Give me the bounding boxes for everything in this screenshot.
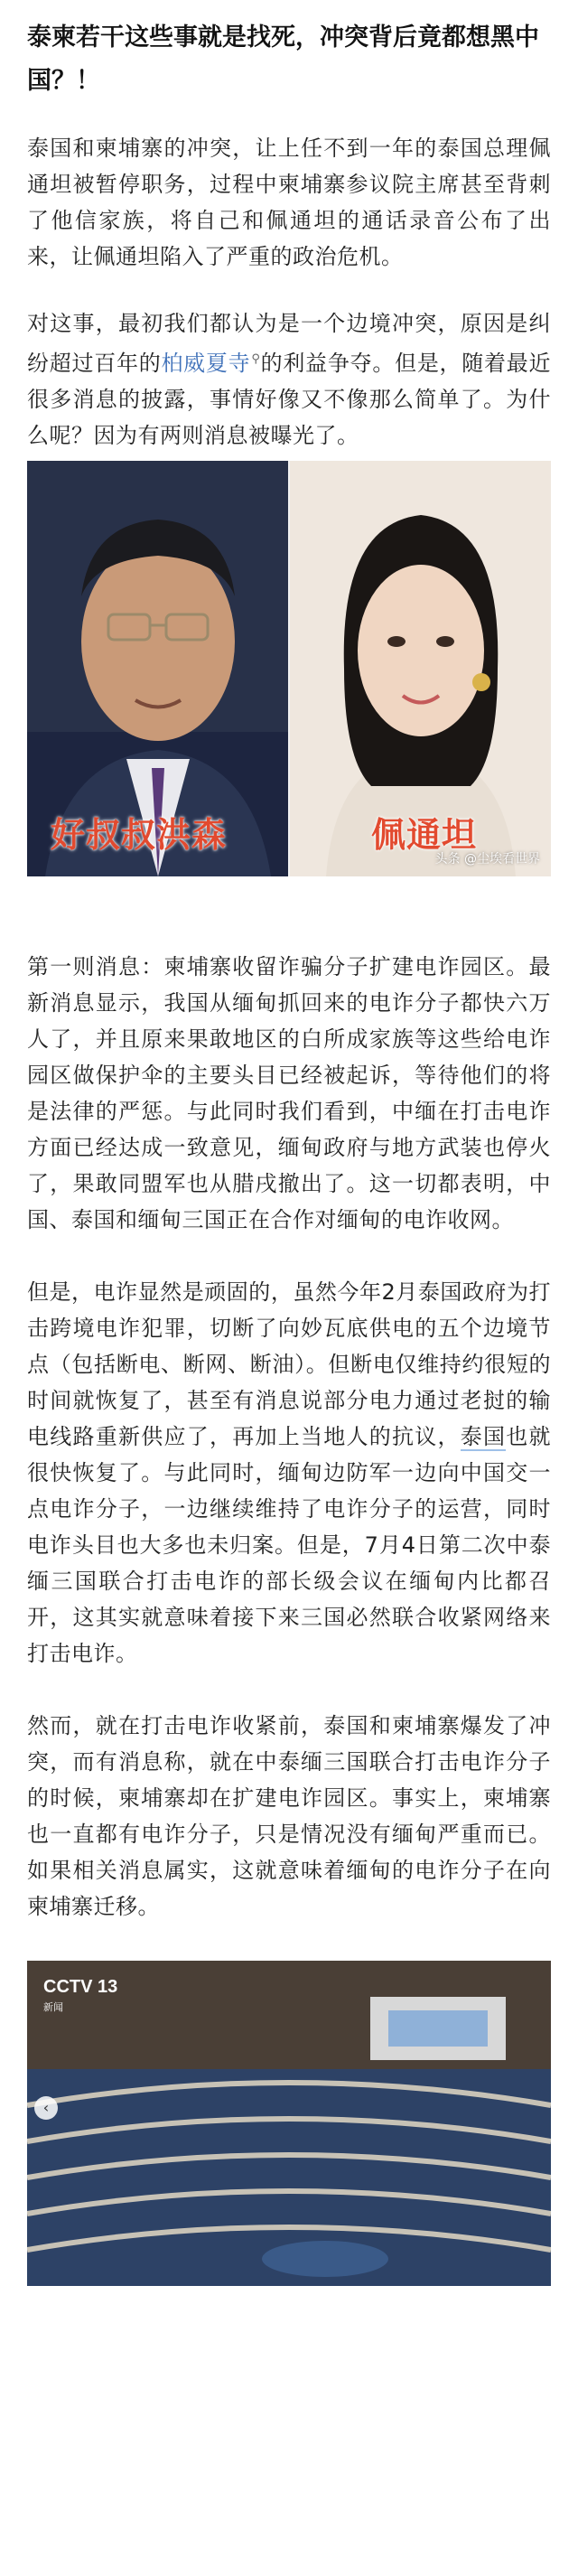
temple-link-label[interactable]: 柏威夏寺 [161,351,251,376]
hun-sen-portrait [27,461,288,876]
thailand-highlight[interactable]: 泰国 [460,1424,507,1449]
paragraph-4 [27,1274,551,1672]
leaders-photo[interactable] [27,461,551,876]
chevron-left-icon[interactable]: ‹ [34,2096,58,2120]
paragraph-5: 然而，就在打击电诈收紧前，泰国和柬埔寨爆发了冲突，而有消息称，就在中泰缅三国联合打击电诈分子的时候，柬埔寨却在扩建电诈园区。事实上，柬埔寨也一直都有电诈分子，只是情况没有缅甸严重而已。如果相关消息属实，这就意味着缅甸的电诈分子在向柬埔寨迁移。 [27,1713,551,1919]
photo-watermark: 头条 @尘埃看世界 [434,852,540,866]
paragraph-2-text-before: 对这事，最初我们都认为是一个边境冲突，原因是纠纷超过百年的 [27,311,551,376]
search-icon: ⚲ [251,352,261,366]
paragraph-3: 第一则消息：柬埔寨收留诈骗分子扩建电诈园区。最新消息显示，我国从缅甸抓回来的电诈分子都快六万人了，并且原来果敢地区的白所成家族等这些给电诈园区做保护伞的主要头目已经被起诉，等待他们的将是法律的严惩。与此同时我们看到，中缅在打击电诈方面已经达成一致意见，缅甸政府与地方武装也停火了，果敢同盟军也从腊戌撤出了。这一切都表明，中国、泰国和缅甸三国正在合作对缅甸的电诈收网。 [27,954,551,1232]
caption-right: 佩通坦 [371,815,478,855]
cctv-logo [43,1977,117,2014]
paragraph-4-text-after: 也就很快恢复了。与此同时，缅甸边防军一边向中国交一点电诈分子，一边继续维持了电诈分子的运营，同时电诈头目也大多也未归案。但是，7月4日第二次中泰缅三国联合打击电诈的部长级会议在缅甸内比都召开，这其实就意味着接下来三国必然联合收紧网络来打击电诈。 [27,1424,551,1666]
channel-logo-text: CCTV 13 [43,1977,118,1997]
parliament-photo[interactable] [27,1961,551,2286]
paetongtarn-portrait [290,461,551,876]
paragraph-4-text-before: 但是，电诈显然是顽固的，虽然今年2月泰国政府为打击跨境电诈犯罪，切断了向妙瓦底供电的五个边境节点（包括断电、断网、断油）。但断电仅维持约很短的时间就恢复了，甚至有消息说部分电力通过老挝的输电线路重新供应了，再加上当地人的抗议， [27,1279,551,1449]
temple-link[interactable] [161,351,260,376]
paragraph-2 [27,305,551,454]
channel-sub-text: 新闻 [43,2002,63,2013]
article-title: 泰柬若干这些事就是找死，冲突背后竟都想黑中国？！ [27,23,539,95]
paragraph-2-text-after: 的利益争夺。但是，随着最近很多消息的披露，事情好像又不像那么简单了。为什么呢？因为有两则消息被曝光了。 [27,351,552,448]
caption-left: 好叔叔洪森 [51,815,228,855]
paragraph-1: 泰国和柬埔寨的冲突，让上任不到一年的泰国总理佩通坦被暂停职务，过程中柬埔寨参议院主席甚至背刺了他信家族，将自己和佩通坦的通话录音公布了出来，让佩通坦陷入了严重的政治危机。 [27,136,551,269]
